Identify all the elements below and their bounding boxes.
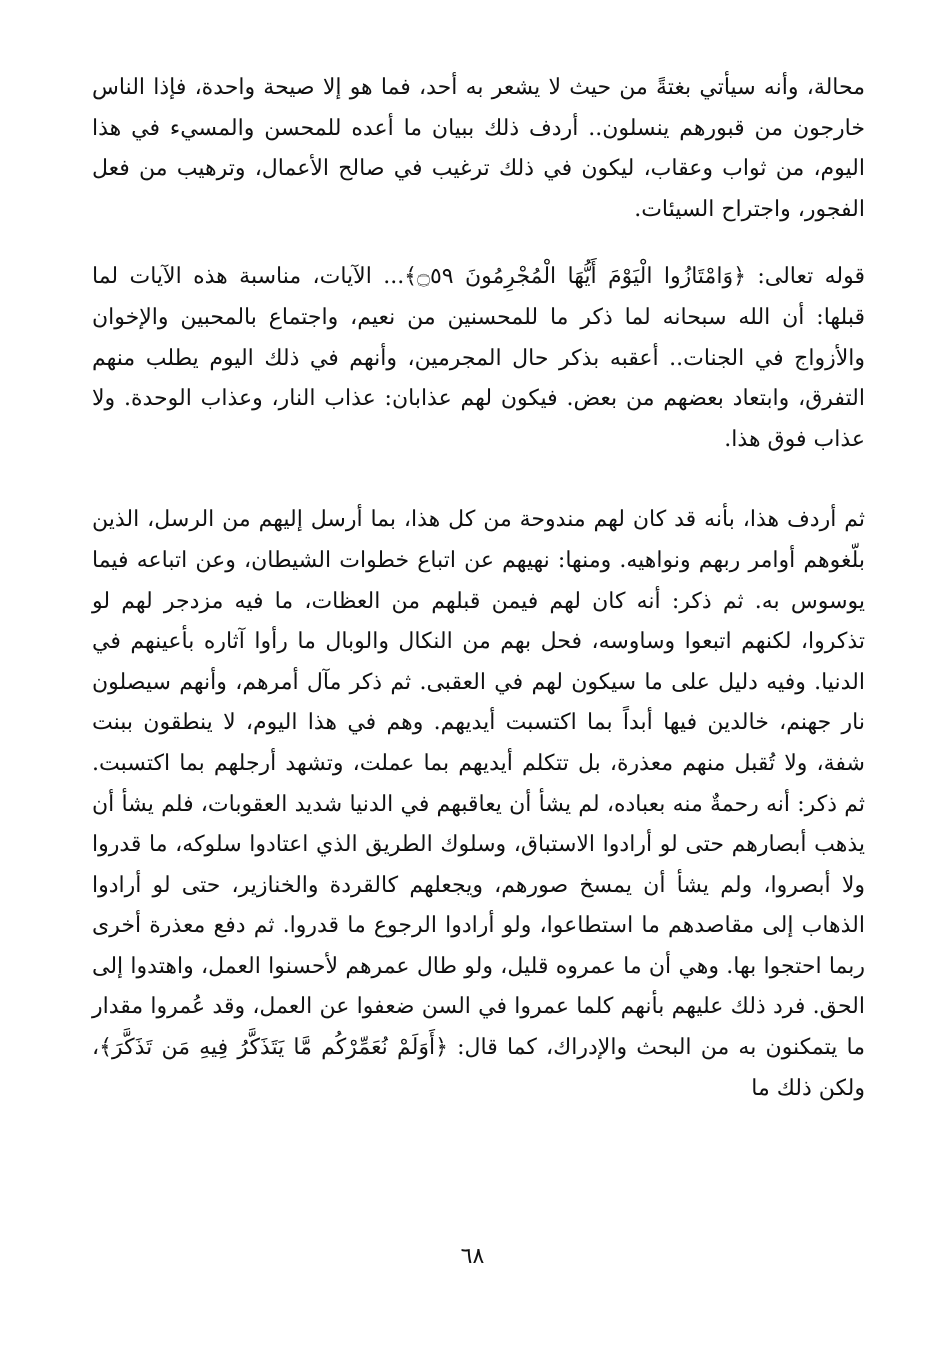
page-number: ٦٨ bbox=[460, 1244, 485, 1269]
paragraph-continuation: ثم أردف هذا، بأنه قد كان لهم مندوحة من كل هذا، بما أرسل إليهم من الرسل، الذين بلّغوهم أوامر ربهم ونواهيه. ومنها: نهيهم عن اتباع خطوات الشيطان، وعن اتباعه فيما يوسوس به. ثم ذكر: أنه كان لهم فيمن قبلهم من العظات، ما فيه مزدجر لهم لو تذكروا، لكنهم اتبعوا وساوسه، فحل بهم من النكال والوبال ما رأوا آثاره بأعينهم في الدنيا. وفيه دليل على ما سيكون لهم في العقبى. ثم ذكر مآل أمرهم، وأنهم سيصلون نار جهنم، خالدين فيها أبداً بما اكتسبت أيديهم. وهم في هذا اليوم، لا ينطقون ببنت شفة، ولا تُقبل منهم معذرة، بل تتكلم أيديهم بما عملت، وتشهد أرجلهم بما اكتسبت. ثم ذكر: أنه رحمةٌ منه بعباده، لم يشأ أن يعاقبهم في الدنيا شديد العقوبات، فلم يشأ أن يذهب أبصارهم حتى لو أرادوا الاستباق، وسلوك الطريق الذي اعتادوا سلوكه، ما قدروا ولا أبصروا، ولم يشأ أن يمسخ صورهم، ويجعلهم كالقردة والخنازير، حتى لو أرادوا الذهاب إلى مقاصدهم ما استطاعوا، ولو أرادوا الرجوع ما قدروا. ثم دفع معذرة أخرى ربما احتجوا بها. وهي أن ما عمروه قليل، ولو طال عمرهم لأحسنوا العمل، واهتدوا إلى الحق. فرد ذلك عليهم بأنهم كلما عمروا في السن ضعفوا عن العمل، وقد عُمروا مقدار ما يتمكنون به من البحث والإدراك، كما قال: ﴿أَوَلَمْ نُعَمِّرْكُم مَّا يَتَذَكَّرُ فِيهِ مَن تَذَكَّرَ﴾، ولكن ذلك ما bbox=[92, 507, 865, 1101]
paragraph-verse-commentary: قوله تعالى: ﴿وَامْتَازُوا الْيَوْمَ أَيُّهَا الْمُجْرِمُونَ ۝٥٩﴾... الآيات، مناسبة هذه الآيات لما قبلها: أن الله سبحانه لما ذكر ما للمحسنين من نعيم، واجتماع بالمحبين والإخوان والأزواج في الجنات.. أعقبه بذكر حال المجرمين، وأنهم في ذلك اليوم يطلب منهم التفرق، وابتعاد بعضهم من بعض. فيكون لهم عذابان: عذاب النار، وعذاب الوحدة. ولا عذاب فوق هذا. bbox=[92, 264, 865, 452]
paragraph-intro: محالة، وأنه سيأتي بغتةً من حيث لا يشعر به أحد، فما هو إلا صيحة واحدة، فإذا الناس خارجون من قبورهم ينسلون.. أردف ذلك ببيان ما أعده للمحسن والمسيء في هذا اليوم، من ثواب وعقاب، ليكون في ذلك ترغيب في صالح الأعمال، وترهيب من فعل الفجور، واجتراح السيئات. bbox=[92, 75, 865, 222]
page-body bbox=[92, 68, 865, 1258]
